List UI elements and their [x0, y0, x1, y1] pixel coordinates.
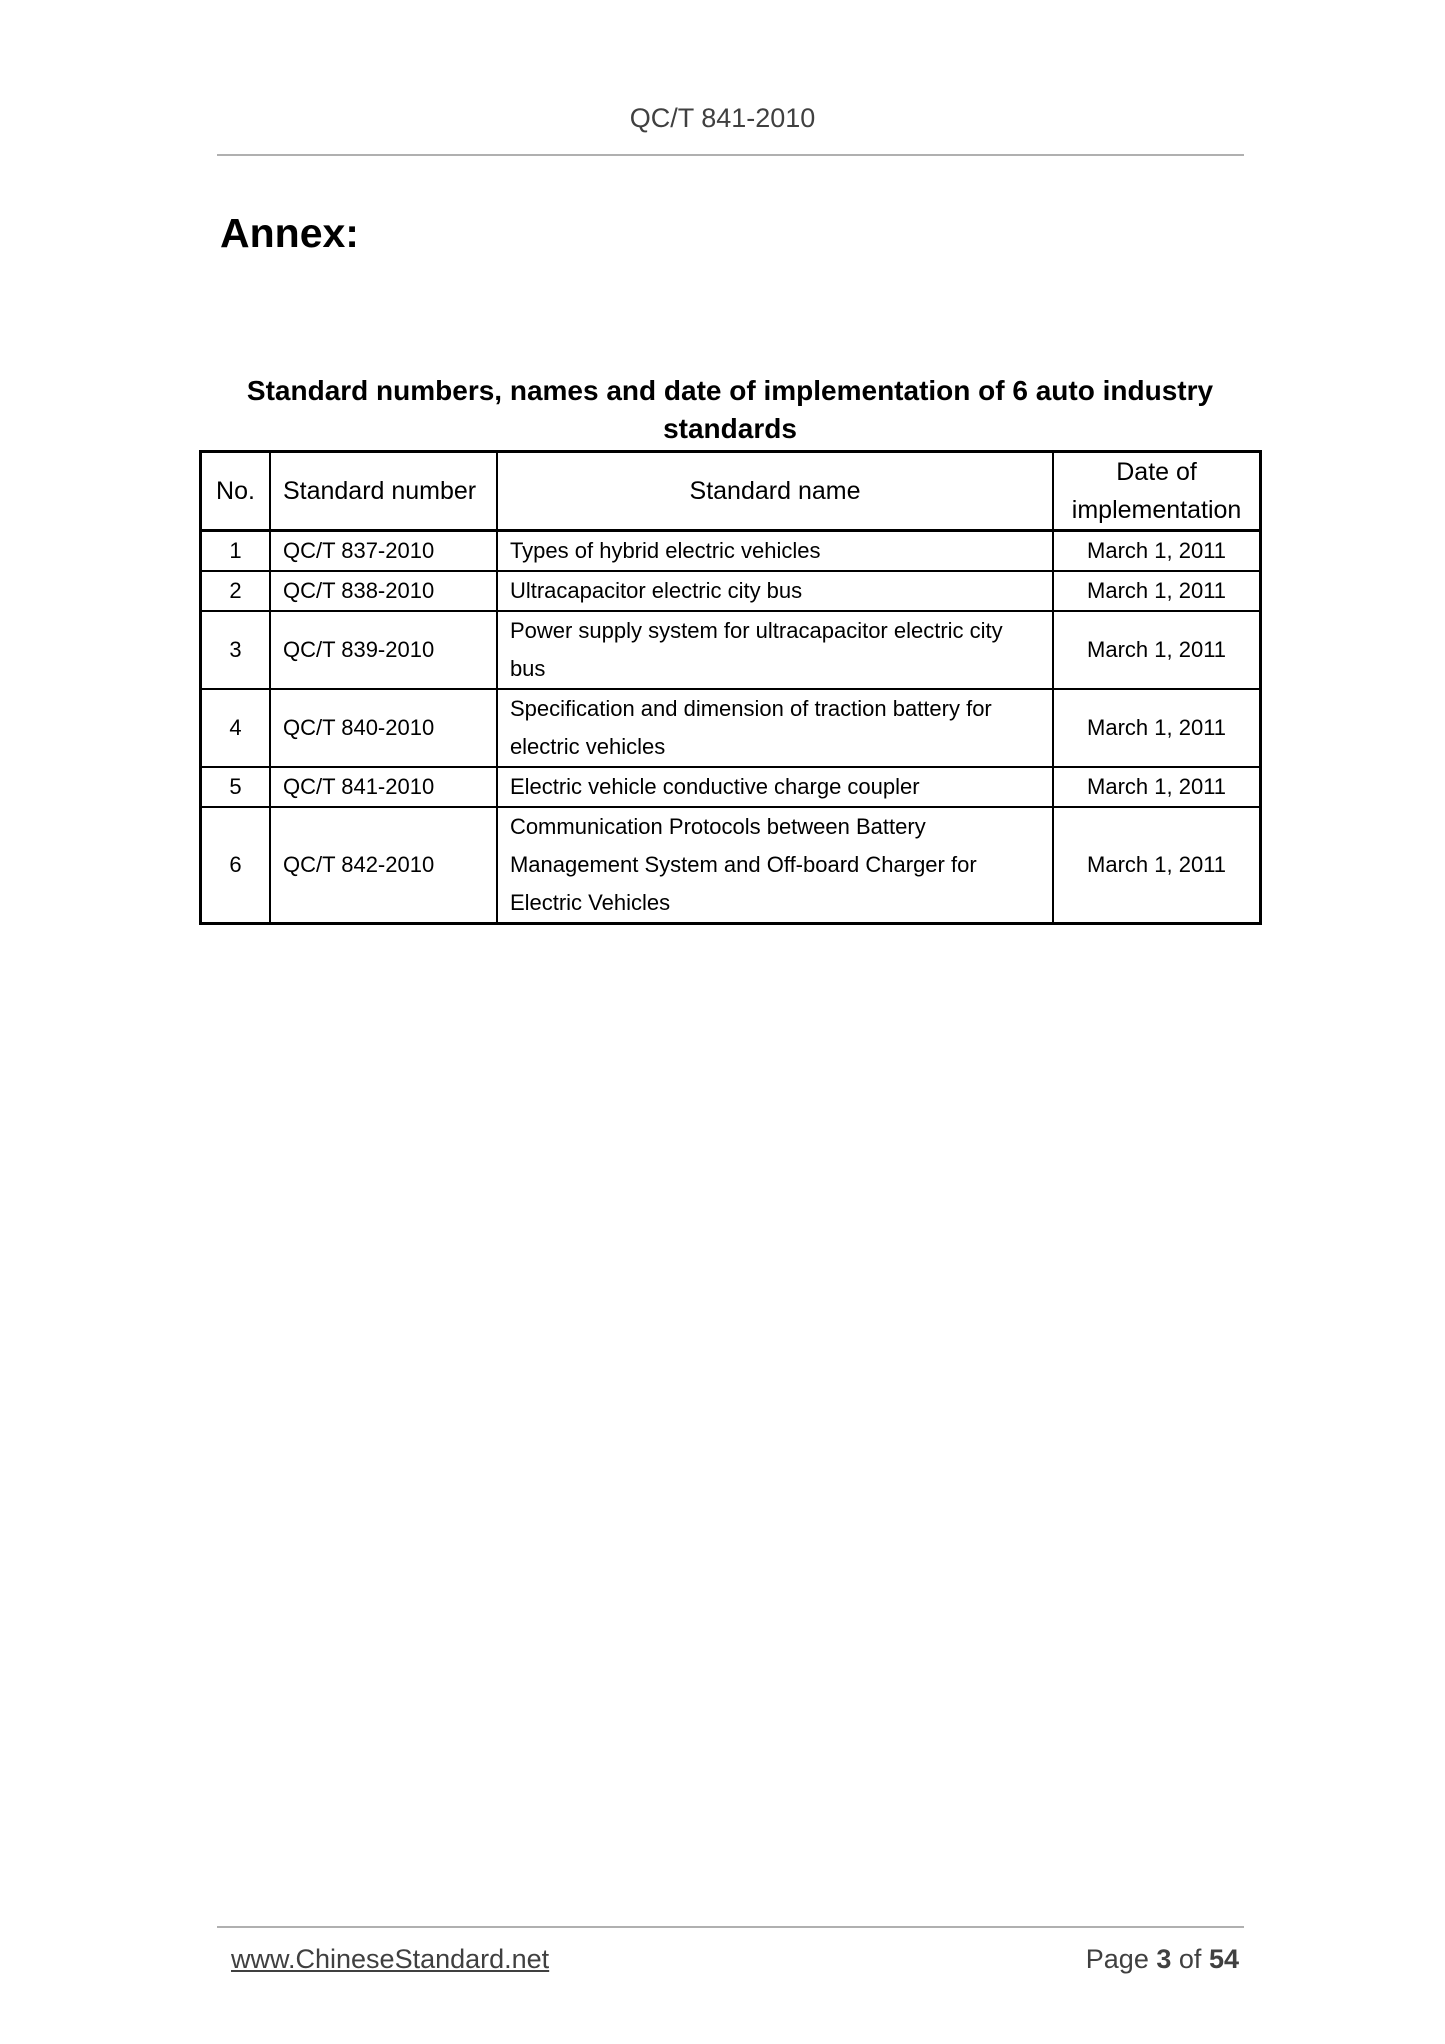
page-current: 3 [1156, 1944, 1172, 1974]
page-of: of [1178, 1944, 1202, 1974]
cell-name-line: Types of hybrid electric vehicles [509, 538, 821, 563]
header-no: No. [201, 452, 270, 531]
header-date-line-2: implementation [1071, 496, 1242, 524]
cell-standard-name [497, 571, 1053, 611]
page-indicator [1086, 1944, 1239, 1975]
table-row [201, 689, 1261, 767]
cell-standard-name [497, 611, 1053, 689]
cell-standard-number: QC/T 841-2010 [270, 767, 497, 807]
cell-no: 5 [201, 767, 270, 807]
cell-name-line: Management System and Off-board Charger for [509, 852, 977, 877]
cell-no: 2 [201, 571, 270, 611]
standards-table [199, 450, 1262, 925]
cell-date: March 1, 2011 [1053, 571, 1260, 611]
cell-standard-name [497, 689, 1053, 767]
cell-no: 6 [201, 807, 270, 924]
annex-heading: Annex: [220, 210, 359, 256]
running-header-title: QC/T 841-2010 [629, 103, 816, 133]
cell-standard-number: QC/T 842-2010 [270, 807, 497, 924]
cell-standard-number: QC/T 837-2010 [270, 531, 497, 572]
table-row [201, 807, 1261, 924]
table-row [201, 531, 1261, 572]
cell-name-line: electric vehicles [509, 734, 666, 759]
table-title-line-2: standards [663, 413, 797, 444]
cell-date: March 1, 2011 [1053, 531, 1260, 572]
table-row [201, 571, 1261, 611]
cell-name-line: Specification and dimension of traction battery for [509, 696, 992, 721]
cell-name-line: bus [509, 656, 546, 681]
header-standard-number: Standard number [270, 452, 497, 531]
table-title [200, 372, 1260, 448]
cell-date: March 1, 2011 [1053, 767, 1260, 807]
cell-date: March 1, 2011 [1053, 807, 1260, 924]
header-date-line-1: Date of [1116, 458, 1197, 486]
cell-standard-number: QC/T 840-2010 [270, 689, 497, 767]
cell-standard-number: QC/T 839-2010 [270, 611, 497, 689]
cell-standard-name [497, 807, 1053, 924]
header-divider [217, 154, 1244, 156]
cell-name-line: Electric vehicle conductive charge coupler [509, 774, 920, 799]
table-title-line-1: Standard numbers, names and date of implementation of 6 auto industry [246, 375, 1214, 406]
cell-no: 4 [201, 689, 270, 767]
cell-name-line: Communication Protocols between Battery [509, 814, 926, 839]
cell-standard-name [497, 767, 1053, 807]
page-prefix: Page [1085, 1944, 1149, 1974]
cell-no: 3 [201, 611, 270, 689]
cell-name-line: Power supply system for ultracapacitor electric city [509, 618, 1003, 643]
cell-standard-name [497, 531, 1053, 572]
cell-no: 1 [201, 531, 270, 572]
header-date [1053, 452, 1260, 531]
cell-name-line: Ultracapacitor electric city bus [509, 578, 803, 603]
table-row [201, 767, 1261, 807]
table-header-row [201, 452, 1261, 531]
page-total: 54 [1208, 1944, 1239, 1974]
cell-name-line: Electric Vehicles [509, 890, 671, 915]
cell-date: March 1, 2011 [1053, 689, 1260, 767]
header-standard-name: Standard name [497, 452, 1053, 531]
footer-divider [217, 1926, 1244, 1928]
cell-date: March 1, 2011 [1053, 611, 1260, 689]
website-link[interactable]: www.ChineseStandard.net [231, 1944, 550, 1974]
cell-standard-number: QC/T 838-2010 [270, 571, 497, 611]
table-row [201, 611, 1261, 689]
